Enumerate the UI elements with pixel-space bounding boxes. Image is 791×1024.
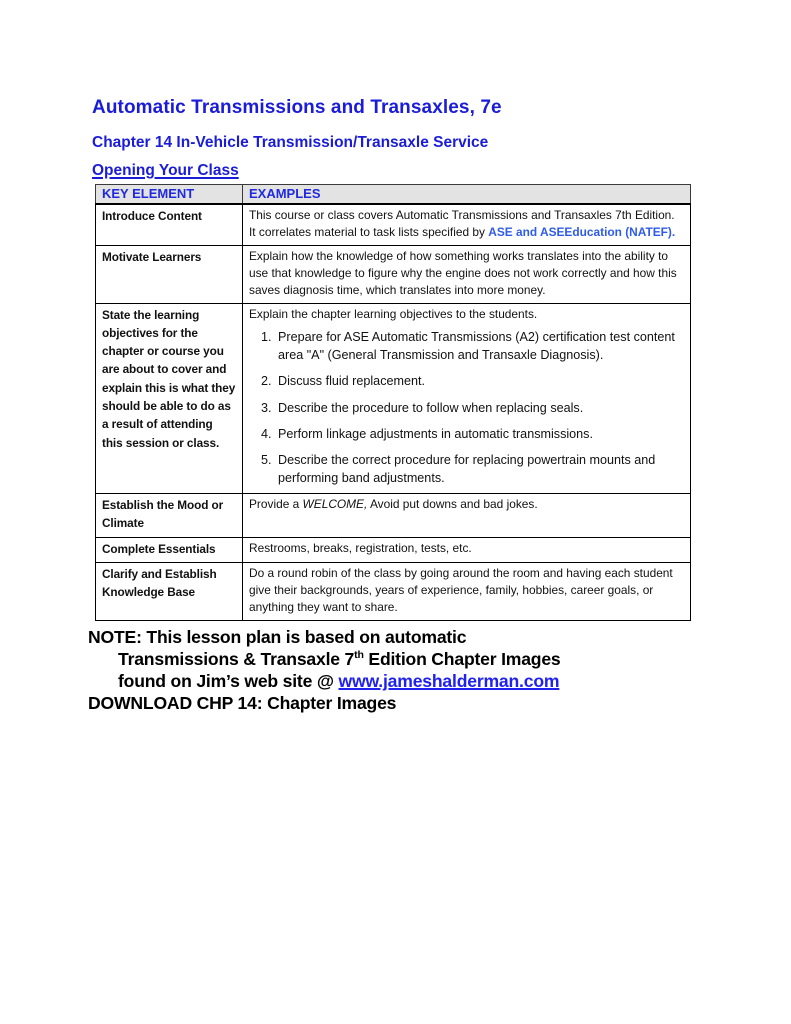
key-element-cell: Motivate Learners: [96, 245, 243, 303]
section-heading: Opening Your Class: [92, 162, 239, 179]
text-segment: Explain how the knowledge of how something works translates into the ability to use that knowledge to figure why the engine does not work correctly and how this saves diagnosis time, which translates into more money.: [249, 248, 677, 297]
example-paragraph: [249, 306, 684, 323]
table-row: [96, 303, 691, 494]
text-segment: Restrooms, breaks, registration, tests, etc.: [249, 540, 472, 555]
document-content: [88, 97, 694, 714]
key-element-cell: Clarify and Establish Knowledge Base: [96, 562, 243, 620]
column-header-examples: EXAMPLES: [243, 185, 691, 205]
key-element-cell: Establish the Mood or Climate: [96, 494, 243, 538]
objective-item: 2. Discuss fluid replacement.: [275, 373, 684, 390]
example-paragraph: [249, 565, 684, 616]
text-segment: Explain the chapter learning objectives to the students.: [249, 306, 538, 321]
note-line: [88, 648, 694, 670]
chapter-heading: Chapter 14 In-Vehicle Transmission/Transaxle Service: [92, 134, 489, 151]
note-line: [88, 670, 694, 692]
text-segment: Do a round robin of the class by going around the room and having each student give their backgrounds, years of experience, family, hobbies, career goals, or anything they want to share.: [249, 565, 673, 614]
text-segment: found on Jim’s web site @: [118, 670, 339, 691]
document-title: Automatic Transmissions and Transaxles, 7e: [92, 97, 502, 118]
objective-item: 4. Perform linkage adjustments in automatic transmissions.: [275, 426, 684, 443]
ase-education-accent-text: ASE and ASEEducation (NATEF).: [488, 224, 676, 239]
text-segment: DOWNLOAD CHP 14: Chapter Images: [88, 692, 397, 713]
examples-cell: [243, 245, 691, 303]
table-header-row: [96, 185, 691, 205]
key-element-cell: Introduce Content: [96, 204, 243, 245]
table-row: [96, 537, 691, 562]
examples-cell: [243, 537, 691, 562]
text-segment: Provide a: [249, 497, 303, 512]
objective-item: 5. Describe the correct procedure for replacing powertrain mounts and performing band adjustments.: [275, 452, 684, 487]
text-segment: Avoid put downs and bad jokes.: [367, 497, 538, 512]
text-segment: Edition Chapter Images: [363, 648, 561, 669]
text-segment: This course or class covers Automatic Transmissions and Transaxles 7th Edition. It correlates material to task lists specified by: [249, 208, 675, 239]
table-row: [96, 494, 691, 538]
text-segment: Transmissions & Transaxle 7: [118, 648, 355, 669]
table-row: [96, 204, 691, 245]
text-segment: th: [354, 648, 364, 661]
objective-item: 3. Describe the procedure to follow when replacing seals.: [275, 400, 684, 417]
example-paragraph: [249, 496, 684, 513]
examples-cell: [243, 303, 691, 494]
examples-cell: [243, 204, 691, 245]
text-segment: NOTE: This lesson plan is based on automatic: [88, 626, 467, 647]
examples-cell: [243, 494, 691, 538]
objective-item: 1. Prepare for ASE Automatic Transmissions (A2) certification test content area "A" (General Transmission and Transaxle Diagnosis).: [275, 329, 684, 364]
column-header-key-element: KEY ELEMENT: [96, 185, 243, 205]
table-row: [96, 562, 691, 620]
example-paragraph: [249, 540, 684, 557]
note-line: [88, 692, 694, 714]
example-paragraph: [249, 248, 684, 299]
examples-cell: [243, 562, 691, 620]
key-element-cell: Complete Essentials: [96, 537, 243, 562]
note-block: [88, 626, 694, 714]
table-row: [96, 245, 691, 303]
key-element-cell: State the learning objectives for the chapter or course you are about to cover and explain this is what they should be able to do as a result of attending this session or class.: [96, 303, 243, 494]
lesson-plan-table: [95, 184, 691, 621]
note-line: [88, 626, 694, 648]
objectives-list: [249, 329, 684, 487]
website-link[interactable]: www.jameshalderman.com: [338, 670, 560, 691]
welcome-italic-text: WELCOME,: [302, 497, 368, 512]
example-paragraph: [249, 207, 684, 241]
